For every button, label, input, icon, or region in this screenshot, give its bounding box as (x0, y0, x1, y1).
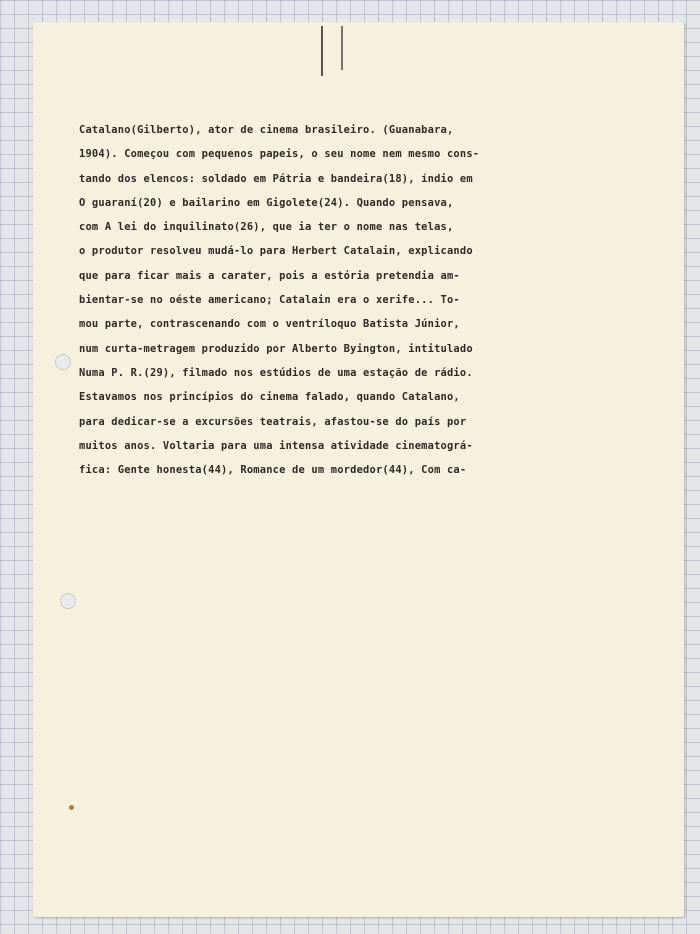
text-line: que para ficar mais a carater, pois a estória pretendia am- (79, 269, 460, 282)
paper-sheet (33, 22, 684, 917)
text-line: O guaraní(20) e bailarino em Gigolete(24). Quando pensava, (79, 196, 454, 209)
text-line: bientar-se no oéste americano; Catalain era o xerife... To- (79, 294, 460, 307)
punch-hole (60, 593, 76, 609)
text-line: Numa P. R.(29), filmado nos estúdios de uma estação de rádio. (79, 366, 473, 379)
text-line: 1904). Começou com pequenos papeis, o seu nome nem mesmo cons- (79, 148, 480, 161)
text-line: para dedicar-se a excursões teatrais, afastou-se do país por (79, 415, 467, 428)
text-line: num curta-metragem produzido por Alberto Byington, intitulado (79, 342, 473, 355)
typewritten-text (79, 118, 659, 482)
pen-mark (341, 26, 343, 70)
text-line: Estavamos nos princípios do cinema falado, quando Catalano, (79, 391, 460, 404)
text-line: tando dos elencos: soldado em Pátria e bandeira(18), índio em (79, 172, 473, 185)
text-line: muitos anos. Voltaria para uma intensa atividade cinematográ- (79, 439, 473, 452)
pen-mark (321, 26, 323, 76)
text-line: fica: Gente honesta(44), Romance de um mordedor(44), Com ca- (79, 464, 467, 477)
text-line: o produtor resolveu mudá-lo para Herbert Catalain, explicando (79, 245, 473, 258)
punch-hole (55, 354, 71, 370)
stain-spot (69, 805, 74, 810)
text-line: Catalano(Gilberto), ator de cinema brasileiro. (Guanabara, (79, 124, 454, 136)
text-line: mou parte, contrascenando com o ventríloquo Batista Júnior, (79, 318, 460, 331)
text-line: com A lei do inquilinato(26), que ia ter o nome nas telas, (79, 221, 454, 234)
